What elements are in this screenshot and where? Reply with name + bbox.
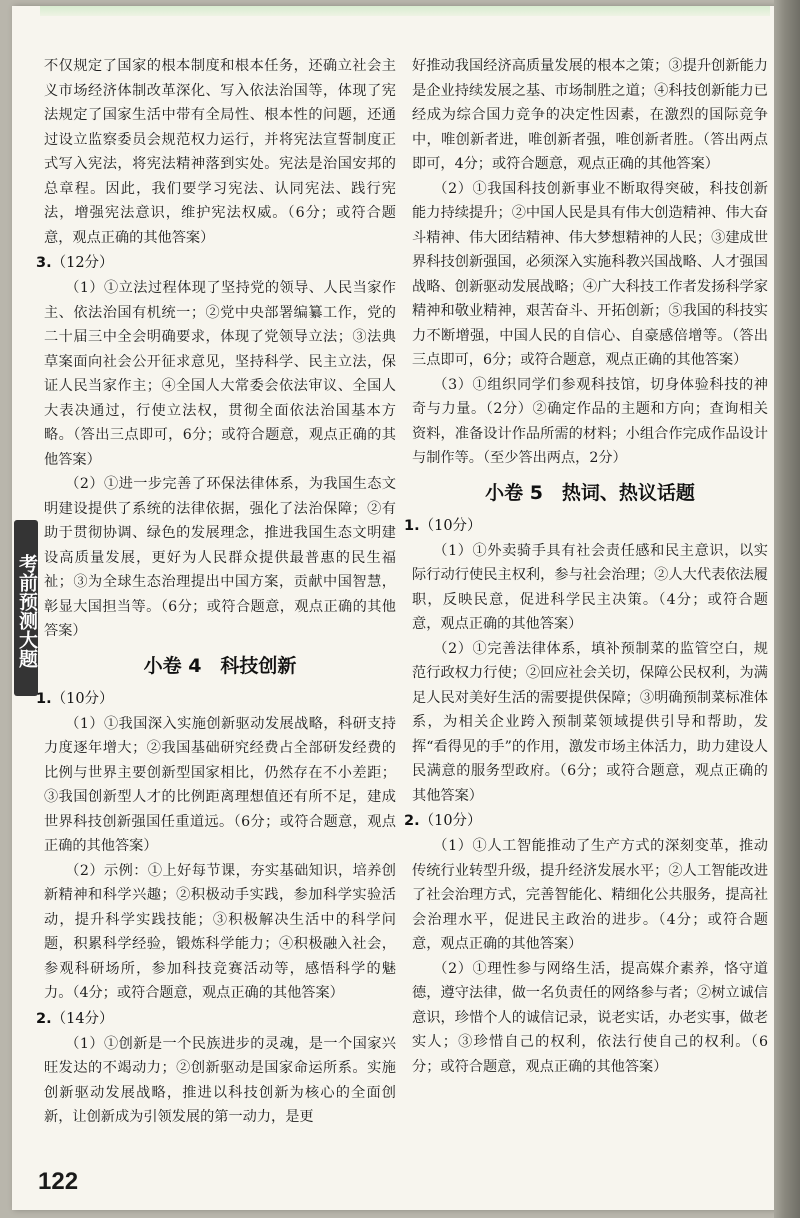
- question-heading: [404, 514, 768, 538]
- answer-paragraph: （2）①我国科技创新事业不断取得突破，科技创新能力持续提升；②中国人民是具有伟大创造精神、伟大奋斗精神、伟大团结精神、伟大梦想精神的人民；③建成世界科技创新强国，必须深入实施科教兴国战略、人才强国战略、创新驱动发展战略；④广大科技工作者发扬科学家精神和敬业精神，艰苦奋斗、开拓创新；⑤我国的科技实力不断增强，中国人民的自信心、自豪感倍增等。（答出三点即可，6分；或符合题意，观点正确的其他答案）: [412, 180, 768, 368]
- question-number: 2.: [404, 813, 420, 829]
- top-strip: [40, 6, 770, 16]
- question-number: 1.: [36, 690, 52, 707]
- question-heading: [36, 687, 396, 711]
- answer-paragraph: （1）①立法过程体现了坚持党的领导、人民当家作主、依法治国有机统一；②党中央部署编纂工作，党的二十届三中全会明确要求，体现了党领导立法；③法典草案面向社会公开征求意见，坚持科学、民主立法，保证人民当家作主；④全国人大常委会依法审议、全国人大表决通过，行使立法权，贯彻全面依法治国基本方略。（答出三点即可，6分；或符合题意，观点正确的其他答案）: [44, 280, 396, 468]
- answer-paragraph: （1）①外卖骑手具有社会责任感和民主意识，以实际行动行使民主权利，参与社会治理；②人大代表依法履职，反映民意，促进科学民主决策。（4分；或符合题意，观点正确的其他答案）: [412, 542, 768, 632]
- question-points: （10分）: [419, 813, 482, 829]
- left-column: [36, 54, 396, 1130]
- continued-paragraph: 不仅规定了国家的根本制度和根本任务，还确立社会主义市场经济体制改革深化、写入依法治国等，体现了宪法规定了国家生活中带有全局性、根本性的问题，还通过设立监察委员会规范权力运行，并将宪法宣誓制度正式写入宪法，将宪法精神落到实处。宪法是治国安邦的总章程。因此，我们要学习宪法、认同宪法、践行宪法，增强宪法意识，维护宪法权威。（6分；或符合题意，观点正确的其他答案）: [44, 58, 396, 246]
- question-points: （14分）: [51, 1010, 114, 1027]
- section-title: 小卷 4 科技创新: [143, 654, 297, 677]
- answer-paragraph: （2）①进一步完善了环保法律体系，为我国生态文明建设提供了系统的法律依据，强化了法治保障；②有助于贯彻协调、绿色的发展理念，推进我国生态文明建设高质量发展，更好为人民群众提供最普惠的民生福祉；③为全球生态治理提出中国方案，贡献中国智慧，彰显大国担当等。（6分；或符合题意，观点正确的其他答案）: [44, 476, 396, 639]
- section-title: 小卷 5 热词、热议话题: [485, 481, 695, 504]
- answer-paragraph: （2）①理性参与网络生活，提高媒介素养，恪守道德，遵守法律，做一名负责任的网络参与者；②树立诚信意识，珍惜个人的诚信记录，说老实话，办老实事，做老实人；③珍惜自己的权利，依法行使自己的权利。（6分；或符合题意，观点正确的其他答案）: [412, 960, 768, 1075]
- question-points: （10分）: [419, 517, 482, 534]
- continued-paragraph: 好推动我国经济高质量发展的根本之策；③提升创新能力是企业持续发展之基、市场制胜之道；④科技创新能力已经成为综合国力竞争的决定性因素，在激烈的国际竞争中，唯创新者进，唯创新者强，唯创新者胜。（答出两点即可，4分；或符合题意，观点正确的其他答案）: [412, 58, 768, 172]
- answer-paragraph: （3）①组织同学们参观科技馆，切身体验科技的神奇与力量。（2分）②确定作品的主题和方向；查询相关资料，准备设计作品所需的材料；小组合作完成作品设计与制作等。（至少答出两点，2分）: [412, 376, 768, 466]
- page-number: 122: [38, 1168, 79, 1195]
- question-heading: [36, 251, 396, 275]
- question-heading: [36, 1007, 396, 1031]
- answer-paragraph: （1）①我国深入实施创新驱动发展战略，科研支持力度逐年增大；②我国基础研究经费占全部研发经费的比例与世界主要创新型国家相比，仍然存在不小差距；③我国创新型人才的比例距离理想值还有所不足，建成世界科技创新强国任重道远。（6分；或符合题意，观点正确的其他答案）: [44, 715, 396, 854]
- side-tab: 考前预测大题: [14, 520, 38, 696]
- question-points: （12分）: [51, 255, 114, 271]
- answer-paragraph: （2）①完善法律体系，填补预制菜的监管空白，规范行政权力行使；②回应社会关切，保障公民权利，为满足人民对美好生活的需要提供保障；③明确预制菜标准体系，为相关企业跨入预制菜领域提供引导和帮助，发挥“看得见的手”的作用，激发市场主体活力，助力建设人民满意的服务型政府。（6分；或符合题意，观点正确的其他答案）: [412, 640, 768, 804]
- question-number: 3.: [36, 255, 52, 271]
- answer-paragraph: （1）①创新是一个民族进步的灵魂，是一个国家兴旺发达的不竭动力；②创新驱动是国家命运所系。实施创新驱动发展战略，推进以科技创新为核心的全面创新，让创新成为引领发展的第一动力，是更: [44, 1035, 396, 1125]
- answer-paragraph: （1）①人工智能推动了生产方式的深刻变革，推动传统行业转型升级，提升经济发展水平；②人工智能改进了社会治理方式，完善智能化、精细化公共服务，提高社会治理水平，促进民主政治的进步。（4分；或符合题意，观点正确的其他答案）: [412, 838, 768, 952]
- answer-paragraph: （2）示例：①上好每节课，夯实基础知识，培养创新精神和科学兴趣；②积极动手实践，参加科学实验活动，提升科学实践技能；③积极解决生活中的科学问题，积累科学经验，锻炼科学能力；④积极融入社会，参观科研场所，参加科技竞赛活动等，感悟科学的魅力。（4分；或符合题意，观点正确的其他答案）: [44, 862, 396, 1001]
- question-heading: [404, 809, 768, 833]
- question-number: 2.: [36, 1010, 52, 1027]
- right-column: [404, 54, 768, 1079]
- page-edge-shadow: [774, 0, 800, 1218]
- question-points: （10分）: [51, 690, 114, 707]
- question-number: 1.: [404, 517, 420, 534]
